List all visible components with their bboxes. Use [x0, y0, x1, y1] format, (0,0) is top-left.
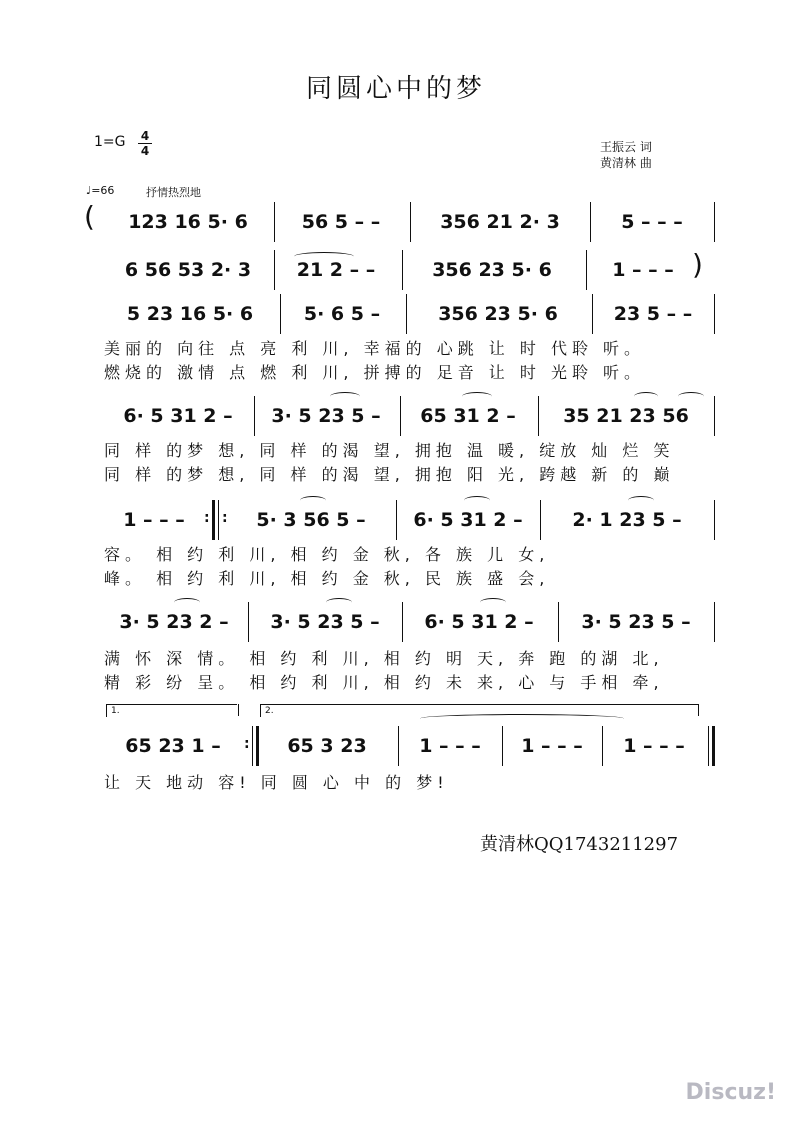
repeat-start-icon: : [204, 510, 210, 526]
measure: 3· 5 23 5 – [270, 611, 380, 633]
expression-marking: 抒情热烈地 [146, 186, 201, 199]
close-paren-icon: ) [692, 248, 703, 281]
repeat-end-icon: : [244, 736, 250, 752]
time-bottom: 4 [140, 144, 150, 158]
author-contact: 黄清林QQ1743211297 [480, 834, 679, 855]
measure: 6· 5 31 2 – [413, 509, 523, 531]
repeat-barline [212, 500, 215, 540]
barline [248, 602, 249, 642]
barline [410, 202, 411, 242]
repeat-barline [256, 726, 259, 766]
measure: 1 – – – [521, 735, 583, 757]
measure: 5 23 16 5· 6 [126, 303, 254, 325]
barline [402, 250, 403, 290]
measure: 65 23 1 – [125, 735, 221, 757]
barline [590, 202, 591, 242]
volta-first-label: 1. [111, 706, 120, 716]
barline [586, 250, 587, 290]
barline [538, 396, 539, 436]
lyric-line: 同 样 的梦 想, 同 样 的渴 望, 拥抱 阳 光, 跨越 新 的 巅 [104, 465, 675, 484]
lyric-line: 美丽的 向往 点 亮 利 川, 幸福的 心跳 让 时 代聆 听。 [104, 339, 646, 358]
measure: 2· 1 23 5 – [572, 509, 682, 531]
measure: 123 16 5· 6 [128, 211, 248, 233]
score-line-4 [104, 396, 716, 436]
measure: 56 5 – – [301, 211, 381, 233]
open-paren-icon: ( [84, 200, 95, 233]
lyric-line: 峰。 相 约 利 川, 相 约 金 秋, 民 族 盛 会, [104, 569, 550, 588]
barline [714, 396, 715, 436]
barline [280, 294, 281, 334]
repeat-dots-icon: : [222, 510, 228, 526]
barline [502, 726, 503, 766]
barline [274, 250, 275, 290]
volta-first [106, 704, 237, 717]
volta-end [238, 704, 239, 716]
lyricist-credit: 王振云 词 [600, 140, 652, 154]
barline [714, 602, 715, 642]
barline [218, 500, 219, 540]
measure: 1 – – – [123, 509, 185, 531]
score-line-5 [104, 500, 716, 540]
score-line-1 [104, 202, 716, 242]
barline [540, 500, 541, 540]
barline [714, 500, 715, 540]
barline [396, 500, 397, 540]
measure: 21 2 – – [296, 259, 376, 281]
measure: 356 23 5· 6 [432, 259, 552, 281]
composer-credit: 黄清林 曲 [600, 156, 652, 170]
key-signature: 1=G [94, 134, 126, 150]
measure: 5· 3 56 5 – [256, 509, 366, 531]
lyric-line: 满 怀 深 情。 相 约 利 川, 相 约 明 天, 奔 跑 的湖 北, [104, 649, 664, 668]
measure: 3· 5 23 2 – [119, 611, 229, 633]
barline [602, 726, 603, 766]
measure: 6· 5 31 2 – [123, 405, 233, 427]
lyric-line: 同 样 的梦 想, 同 样 的渴 望, 拥抱 温 暖, 绽放 灿 烂 笑 [104, 441, 675, 460]
time-top: 4 [140, 129, 150, 143]
measure: 3· 5 23 5 – [271, 405, 381, 427]
tie-icon [420, 714, 624, 723]
measure: 6 56 53 2· 3 [124, 259, 252, 281]
measure: 1 – – – [612, 259, 674, 281]
measure: 1 – – – [623, 735, 685, 757]
measure: 356 21 2· 3 [440, 211, 560, 233]
barline [252, 726, 253, 766]
barline [708, 726, 709, 766]
lyric-line: 容。 相 约 利 川, 相 约 金 秋, 各 族 儿 女, [104, 545, 550, 564]
measure: 1 – – – [419, 735, 481, 757]
measure: 5· 6 5 – [303, 303, 381, 325]
barline [714, 202, 715, 242]
measure: 35 21 23 56 [563, 405, 689, 427]
score-line-6 [104, 602, 716, 642]
volta-end [698, 704, 699, 716]
barline [254, 396, 255, 436]
tempo-marking: ♩=66 [86, 184, 115, 197]
score-line-2 [104, 250, 716, 290]
barline [400, 396, 401, 436]
barline [558, 602, 559, 642]
barline [398, 726, 399, 766]
lyric-line: 燃烧的 激情 点 燃 利 川, 拼搏的 足音 让 时 光聆 听。 [104, 363, 646, 382]
volta-second-label: 2. [265, 706, 274, 716]
barline [714, 294, 715, 334]
measure: 65 31 2 – [420, 405, 516, 427]
lyric-line: 让 天 地动 容! 同 圆 心 中 的 梦! [104, 773, 449, 792]
measure: 23 5 – – [613, 303, 693, 325]
time-signature [138, 130, 152, 157]
measure: 5 – – – [621, 211, 683, 233]
measure: 65 3 23 [287, 735, 367, 757]
measure: 3· 5 23 5 – [581, 611, 691, 633]
barline [402, 602, 403, 642]
barline [592, 294, 593, 334]
barline [274, 202, 275, 242]
final-barline [712, 726, 715, 766]
song-title: 同圆心中的梦 [305, 74, 486, 104]
measure: 6· 5 31 2 – [424, 611, 534, 633]
barline [406, 294, 407, 334]
measure: 356 23 5· 6 [438, 303, 558, 325]
score-line-3 [104, 294, 716, 334]
score-line-7 [104, 726, 716, 766]
watermark-logo: Discuz! [685, 1080, 776, 1105]
lyric-line: 精 彩 纷 呈。 相 约 利 川, 相 约 未 来, 心 与 手相 牵, [104, 673, 664, 692]
